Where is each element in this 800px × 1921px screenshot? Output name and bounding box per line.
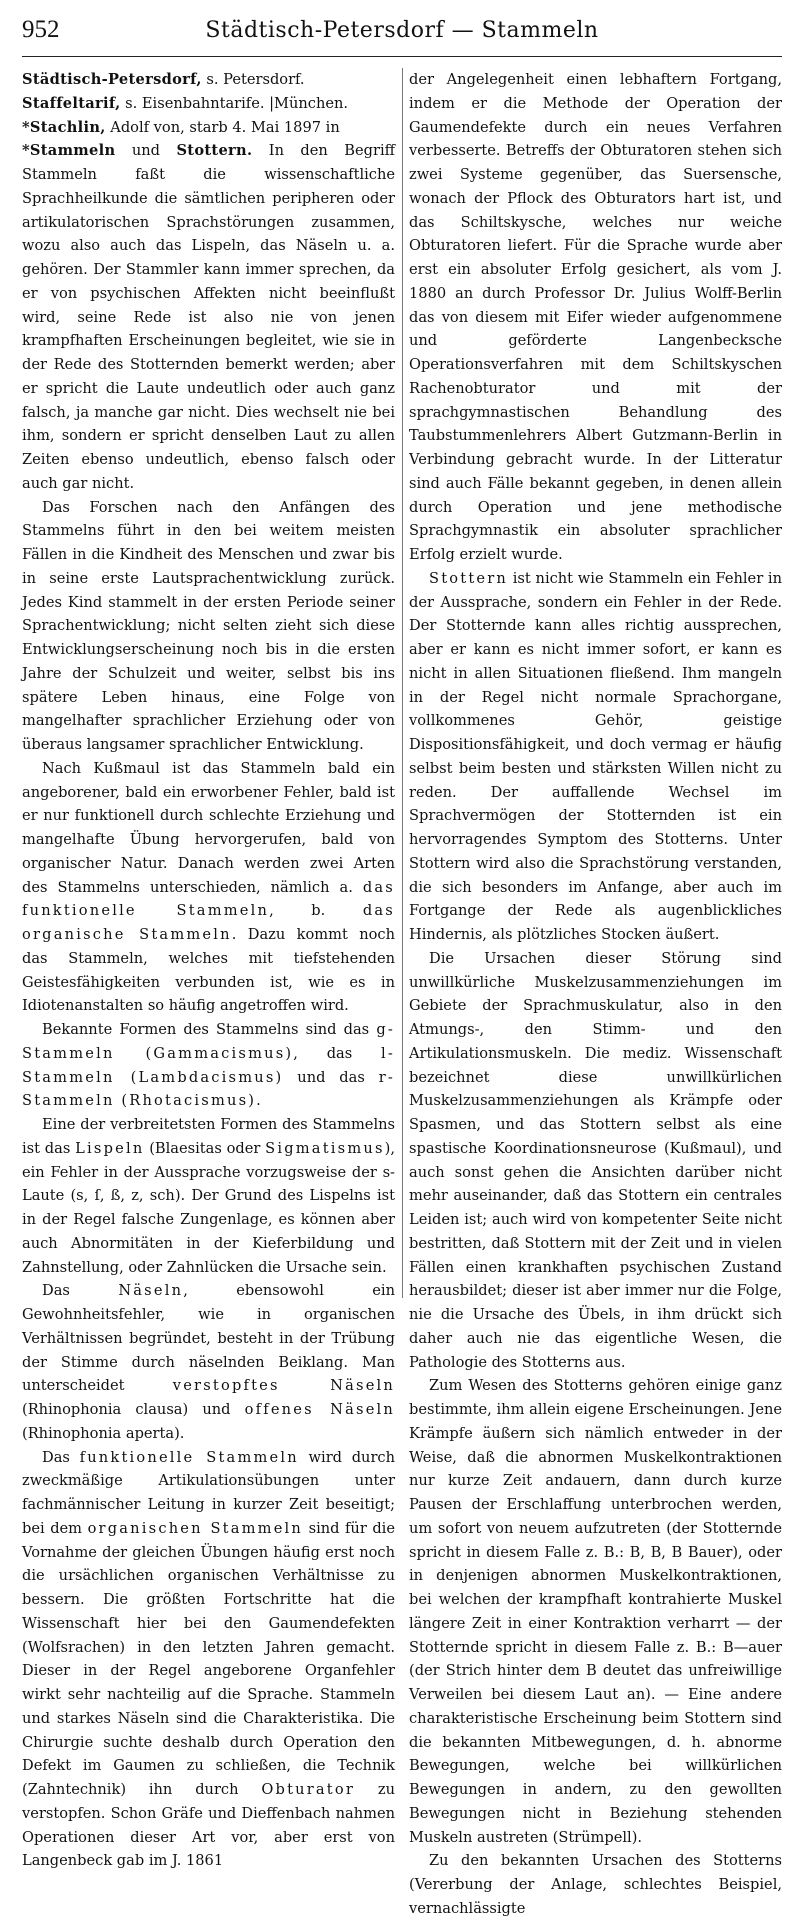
paragraph: Zu den bekannten Ursachen des Stotterns (Vererbung der Anlage, schlechtes Beispiel, vernachlässigte xyxy=(409,1852,782,1917)
column-divider xyxy=(402,68,403,1298)
text-run: Eine der verbreitetsten Formen des Stammelns ist das xyxy=(22,1116,395,1157)
text-run: und das xyxy=(283,1068,379,1086)
text-run: (Rhinophonia clausa) und xyxy=(22,1401,245,1418)
entry-headword-second: Stottern. xyxy=(176,142,253,160)
entry-text: In den Begriff Stammeln faßt die wissenschaftliche Sprachheilkunde die sämtlichen peripheren oder artikulatorischen Sprachstörungen zusammen, wozu also auch das Lispeln, das Näseln u. a. gehören. Der Stammler kann immer sprechen, da er von psychischen Affekten nicht beeinflußt wird, seine Rede ist also nie von jenen krampfhaften Erscheinungen begleitet, wie sie in der Rede des Stotternden bemerkt werden; aber er spricht die Laute undeutlich oder auch ganz falsch, ja manche gar nicht. Dies wechselt nie bei ihm, sondern er spricht denselben Laut zu allen Zeiten ebenso undeutlich, ebenso falsch oder auch gar nicht. xyxy=(22,142,395,492)
text-run: Das xyxy=(42,1282,119,1300)
spaced-term: g-Stammeln (Gammacismus) xyxy=(22,1021,395,1062)
spaced-term: Obturator xyxy=(261,1781,356,1798)
spaced-term: verstopftes Näseln xyxy=(172,1377,395,1395)
paragraph xyxy=(22,1279,395,1445)
page-header xyxy=(22,10,782,57)
text-run: ), ein Fehler in der Aussprache vorzugsweise der s-Laute (s, ſ, ß, z, sch). Der Grund des Lispelns ist in der Regel falsche Zungenlage, es können aber auch Abnormitäten in der Kieferbildung und Zahnstellung, oder Zahnlücken die Ursache sein. xyxy=(22,1139,395,1276)
entry-connector: und xyxy=(115,142,177,160)
paragraph: Zum Wesen des Stotterns gehören einige ganz bestimmte, ihm allein eigene Erscheinungen. Jene Krämpfe äußern sich nämlich entweder in der Weise, daß die abnormen Muskelkontraktionen nur kurze Zeit andauern, dann durch kurze Pausen der Erschlaffung unterbrochen werden, um sofort von neuem aufzutreten (der Stotternde spricht in diesem Falle z. B.: B, B, B Bauer), oder in denjenigen abnormen Muskelkontraktionen, bei welchen der krampfhaft kontrahierte Muskel längere Zeit in einer Kontraktion verharrt — der Stotternde spricht in diesem Falle z. B.: B—auer (der Strich hinter dem B deutet das unfreiwillige Verweilen bei diesem Laut an). — Eine andere charakteristische Erscheinung beim Stottern sind die bekannten Mitbewegungen, d. h. abnorme Bewegungen, welche bei willkürlichen Bewegungen in andern, zu den gewollten Bewegungen nicht in Beziehung stehenden Muskeln austreten (Strümpell). xyxy=(409,1377,782,1846)
spaced-term: Lispeln xyxy=(75,1139,145,1157)
spaced-term: l-Stammeln (Lambdacismus) xyxy=(22,1044,395,1086)
entry-staedtisch-petersdorf xyxy=(22,68,395,92)
paragraph xyxy=(22,757,395,1018)
paragraph xyxy=(409,567,782,947)
spaced-term: funktionelle Stammeln xyxy=(79,1448,299,1466)
paragraph xyxy=(22,1113,395,1279)
left-column xyxy=(22,68,396,1870)
text-run: , das xyxy=(293,1044,381,1062)
paragraph-continued: der Angelegenheit einen lebhaftern Fortgang, indem er die Methode der Operation der Gaumendefekte durch ein neues Verfahren verbesserte. Betreffs der Obturatoren stehen sich zwei Systeme gegenüber, das Suersensche, wonach der Pflock des Obturators hart ist, und das Schiltskysche, welches nur weiche Obturatoren liefert. Für die Sprache wurde aber erst ein absoluter Erfolg gesichert, als vom J. 1880 an durch Professor Dr. Julius Wolff-Berlin das von diesem mit Eifer wieder aufgenommene und geförderte Langenbecksche Operationsverfahren mit dem Schiltskyschen Rachenobturator und mit der sprachgymnastischen Behandlung des Taubstummenlehrers Albert Gutzmann-Berlin in Verbindung gebracht wurde. In der Litteratur sind auch Fälle bekannt gegeben, in denen allein durch Operation und jene methodische Sprachgymnastik ein absoluter sprachlicher Erfolg erzielt wurde. xyxy=(409,71,782,563)
entry-headword: *Stammeln xyxy=(22,142,116,160)
running-title: Städtisch-Petersdorf — Stammeln xyxy=(205,18,599,43)
text-run: . xyxy=(256,1092,261,1110)
paragraph xyxy=(22,1018,395,1113)
entry-text: Adolf von, starb 4. Mai 1897 in xyxy=(105,118,340,136)
spaced-term: das funktionelle Stammeln xyxy=(22,878,395,920)
right-column xyxy=(409,68,782,1917)
text-run: (Rhinophonia aperta). xyxy=(22,1424,185,1442)
page-number: 952 xyxy=(22,16,60,43)
text-run: ist nicht wie Stammeln ein Fehler in der Aussprache, sondern ein Fehler in der Rede. Der Stotternde kann alles richtig aussprechen, aber er kann es nicht immer sofort, er kann es nicht in allen Situationen fließend. Ihm mangeln in der Regel nicht normale Sprachorgane, vollkommenes Gehör, geistige Dispositionsfähigkeit, und doch vermag er häufig selbst beim besten und stärksten Willen nicht zu reden. Der auffallende Wechsel im Sprachvermögen der Stotternden ist ein hervorragendes Symptom des Stotterns. Unter Stottern wird also die Sprachstörung verstanden, die sich besonders im Anfange, aber auch im Fortgange der Rede als augenblickliches Hindernis, als plötzliches Stocken äußert. xyxy=(409,569,782,943)
spaced-term: das organische Stammeln xyxy=(22,902,395,943)
text-run: (Blaesitas oder xyxy=(144,1139,266,1157)
spaced-term: Sigmatismus xyxy=(265,1139,385,1157)
text-run: sind für die Vornahme der gleichen Übungen häufig erst noch die ursächlichen organischen Verhältnisse zu bessern. Die größten Fortschritte hat die Wissenschaft hier bei den Gaumendefekten (Wolfsrachen) in den letzten Jahren gemacht. Dieser in der Regel angeborene Organfehler wirkt sehr nachteilig auf die Sprache. Stammeln und starkes Näseln sind die Charakteristika. Die Chirurgie suchte deshalb durch Operation den Defekt im Gaumen zu schließen, die Technik (Zahntechnik) ihn durch xyxy=(22,1519,395,1798)
entry-headword: *Stachlin, xyxy=(22,118,106,136)
text-run: Nach Kußmaul ist das Stammeln bald ein angeborener, bald ein erworbener Fehler, bald ist er nur funktionell durch schlechte Erziehung und mangelhafte Übung hervorgerufen, bald von organischer Natur. Danach werden zwei Arten des Stammelns unterschieden, nämlich a. xyxy=(22,759,395,896)
spaced-term: offenes Näseln xyxy=(244,1401,396,1418)
text-run: wird durch zweckmäßige Artikulationsübungen unter fachmännischer Leitung in kurzer Zeit beseitigt; bei dem xyxy=(22,1448,396,1537)
entry-staffeltarif xyxy=(22,92,395,116)
spaced-term: Stottern xyxy=(429,569,508,587)
text-columns xyxy=(22,68,782,1917)
entry-stammeln xyxy=(22,139,395,495)
paragraph: Das Forschen nach den Anfängen des Stammelns führt in den bei weitem meisten Fällen in die Kindheit des Menschen und zwar bis in seine erste Lautsprachentwicklung zurück. Jedes Kind stammelt in der ersten Periode seiner Sprachentwicklung; nicht selten zieht sich diese Entwicklungserscheinung noch bis in die ersten Jahre der Schulzeit und weiter, selbst bis ins spätere Leben hinaus, eine Folge von mangelhafter sprachlicher Erziehung oder von überaus langsamer sprachlicher Entwicklung. xyxy=(22,498,395,753)
spaced-term: r-Stammeln (Rhotacismus) xyxy=(22,1068,395,1110)
spaced-term: organischen Stammeln xyxy=(87,1519,304,1537)
text-run: Bekannte Formen des Stammelns sind das xyxy=(42,1021,377,1038)
text-run: . Dazu kommt noch das Stammeln, welches mit tiefstehenden Geistesfähigkeiten verbunden ist, wie es in Idiotenanstalten so häufig angetroffen wird. xyxy=(22,926,395,1015)
text-run: Das xyxy=(42,1448,80,1466)
entry-text: s. Eisenbahntarife. |München. xyxy=(120,94,349,112)
paragraph xyxy=(22,1446,395,1874)
entry-headword: Staffeltarif, xyxy=(22,94,121,112)
text-run: zu verstopfen. Schon Gräfe und Dieffenbach nahmen Operationen dieser Art vor, aber erst von Langenbeck gab im J. 1861 xyxy=(22,1781,395,1870)
dictionary-page xyxy=(22,10,782,1917)
entry-headword: Städtisch-Petersdorf, xyxy=(22,71,202,88)
entry-text: s. Petersdorf. xyxy=(201,71,305,88)
paragraph: Die Ursachen dieser Störung sind unwillkürliche Muskelzusammenziehungen im Gebiete der Sprachmuskulatur, also in den Atmungs-, den Stimm- und den Artikulationsmuskeln. Die mediz. Wissenschaft bezeichnet diese unwillkürlichen Muskelzusammenziehungen als Krämpfe oder Spasmen, und das Stottern selbst als eine spastische Koordinationsneurose (Kußmaul), und auch sonst gehen die Ansichten darüber nicht mehr auseinander, daß das Stottern ein centrales Leiden ist; auch wird von kompetenter Seite nicht bestritten, daß Stottern mit der Zeit und in vielen Fällen einen krankhaften psychischen Zustand herausbildet; dieser ist aber immer nur die Folge, nie die Ursache des Übels, in ihm drückt sich daher auch nie das eigentliche Wesen, die Pathologie des Stotterns aus. xyxy=(409,949,782,1371)
spaced-term: Näseln xyxy=(118,1282,184,1300)
text-run: , b. xyxy=(269,902,363,920)
text-run: , ebensowohl ein Gewohnheitsfehler, wie in organischen Verhältnissen begründet, besteht in der Trübung der Stimme durch näselnden Beiklang. Man unterscheidet xyxy=(22,1282,395,1395)
entry-stachlin xyxy=(22,116,395,140)
